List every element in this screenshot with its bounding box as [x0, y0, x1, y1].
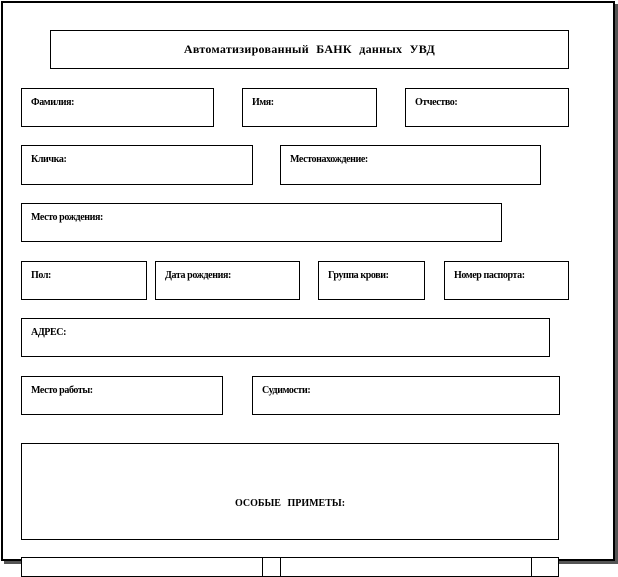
- birthdate-label: Дата рождения:: [165, 270, 231, 281]
- convictions-label: Судимости:: [262, 385, 311, 396]
- birthplace-label: Место рождения:: [31, 212, 103, 223]
- patronymic-label: Отчество:: [415, 97, 458, 108]
- page-title: [50, 30, 569, 69]
- workplace-field[interactable]: [21, 376, 223, 415]
- convictions-field[interactable]: [252, 376, 560, 415]
- special-marks-field[interactable]: [21, 443, 559, 540]
- nickname-label: Кличка:: [31, 154, 67, 165]
- sex-field[interactable]: [21, 261, 147, 300]
- bottom-row-partial: [21, 557, 559, 577]
- surname-field[interactable]: [21, 88, 214, 127]
- name-field[interactable]: [242, 88, 377, 127]
- birthplace-field[interactable]: [21, 203, 502, 242]
- passport-label: Номер паспорта:: [454, 270, 525, 281]
- surname-label: Фамилия:: [31, 97, 75, 108]
- address-label: АДРЕС:: [31, 327, 67, 338]
- divider: [531, 558, 532, 576]
- divider: [262, 558, 263, 576]
- address-field[interactable]: [21, 318, 550, 357]
- blood-group-field[interactable]: [318, 261, 425, 300]
- location-field[interactable]: [280, 145, 541, 185]
- patronymic-field[interactable]: [405, 88, 569, 127]
- nickname-field[interactable]: [21, 145, 253, 185]
- workplace-label: Место работы:: [31, 385, 93, 396]
- passport-field[interactable]: [444, 261, 569, 300]
- name-label: Имя:: [252, 97, 274, 108]
- divider: [280, 558, 281, 576]
- title-text: Автоматизированный БАНК данных УВД: [183, 42, 436, 56]
- sex-label: Пол:: [31, 270, 51, 281]
- special-marks-label: ОСОБЫЕ ПРИМЕТЫ:: [234, 498, 346, 509]
- location-label: Местонахождение:: [290, 154, 368, 165]
- blood-group-label: Группа крови:: [328, 270, 389, 281]
- birthdate-field[interactable]: [155, 261, 300, 300]
